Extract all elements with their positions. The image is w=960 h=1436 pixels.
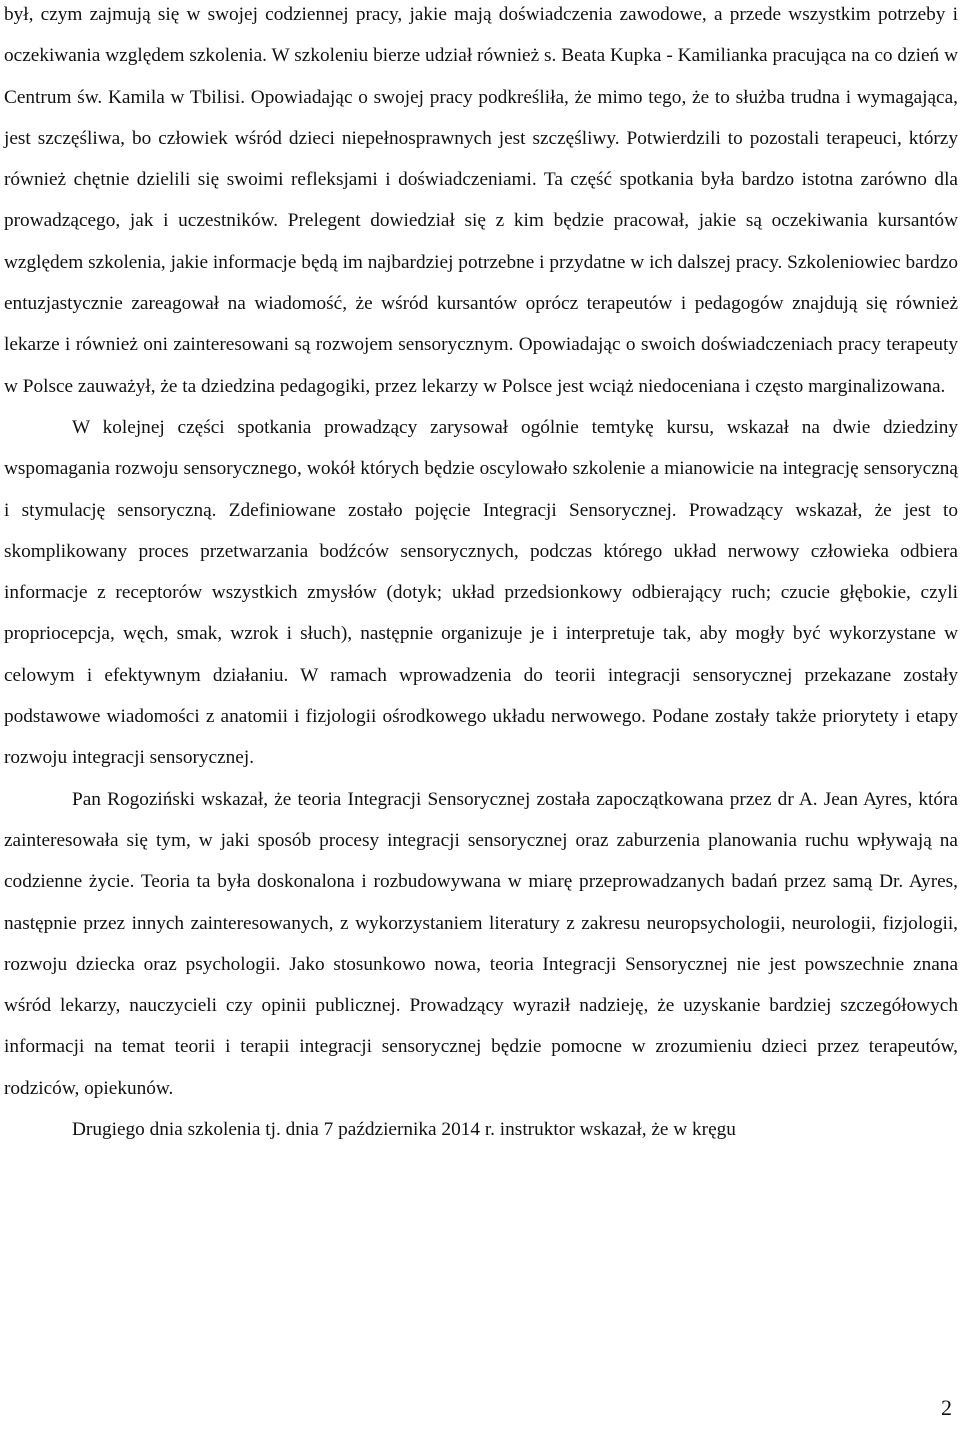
paragraph-4: Drugiego dnia szkolenia tj. dnia 7 października 2014 r. instruktor wskazał, że w kręgu	[72, 1119, 736, 1141]
paragraph-1: był, czym zajmują się w swojej codziennej pracy, jakie mają doświadczenia zawodowe, a przede wszystkim potrzeby i oczekiwania względem szkolenia. W szkoleniu bierze udział również s. Beata Kupka - Kamilianka pracująca na co dzień w Centrum św. Kamila w Tbilisi. Opowiadając o swojej pracy podkreśliła, że mimo tego, że to służba trudna i wymagająca, jest szczęśliwa, bo człowiek wśród dzieci niepełnosprawnych jest szczęśliwy. Potwierdzili to pozostali terapeuci, którzy również chętnie dzielili się swoimi refleksjami i doświadczeniami. Ta część spotkania była bardzo istotna zarówno dla prowadzącego, jak i uczestników. Prelegent dowiedział się z kim będzie pracował, jakie są oczekiwania kursantów względem szkolenia, jakie informacje będą im najbardziej potrzebne i przydatne w ich dalszej pracy. Szkoleniowiec bardzo entuzjastycznie zareagował na wiadomość, że wśród kursantów oprócz terapeutów i pedagogów znajdują się również lekarze i również oni zainteresowani są rozwojem sensorycznym. Opowiadając o swoich doświadczeniach pracy terapeuty w Polsce zauważył, że ta dziedzina pedagogiki, przez lekarzy w Polsce jest wciąż niedoceniana i często marginalizowana.	[4, 4, 958, 397]
body-text	[4, 0, 958, 1150]
page-number: 2	[941, 1395, 952, 1420]
paragraph-3: Pan Rogoziński wskazał, że teoria Integracji Sensorycznej została zapoczątkowana przez dr A. Jean Ayres, która zainteresowała się tym, w jaki sposób procesy integracji sensorycznej oraz zaburzenia planowania ruchu wpływają na codzienne życie. Teoria ta była doskonalona i rozbudowywana w miarę przeprowadzanych badań przez samą Dr. Ayres, następnie przez innych zainteresowanych, z wykorzystaniem literatury z zakresu neuropsychologii, neurologii, fizjologii, rozwoju dziecka oraz psychologii. Jako stosunkowo nowa, teoria Integracji Sensorycznej nie jest powszechnie znana wśród lekarzy, nauczycieli czy opinii publicznej. Prowadzący wyraził nadzieję, że uzyskanie bardziej szczegółowych informacji na temat teorii i terapii integracji sensorycznej będzie pomocne w zrozumieniu dzieci przez terapeutów, rodziców, opiekunów.	[4, 788, 958, 1099]
paragraph-2: W kolejnej części spotkania prowadzący zarysował ogólnie temtykę kursu, wskazał na dwie dziedziny wspomagania rozwoju sensorycznego, wokół których będzie oscylowało szkolenie a mianowicie na integrację sensoryczną i stymulację sensoryczną. Zdefiniowane zostało pojęcie Integracji Sensorycznej. Prowadzący wskazał, że jest to skomplikowany proces przetwarzania bodźców sensorycznych, podczas którego układ nerwowy człowieka odbiera informacje z receptorów wszystkich zmysłów (dotyk; układ przedsionkowy odbierający ruch; czucie głębokie, czyli propriocepcja, węch, smak, wzrok i słuch), następnie organizuje je i interpretuje tak, aby mogły być wykorzystane w celowym i efektywnym działaniu. W ramach wprowadzenia do teorii integracji sensorycznej przekazane zostały podstawowe wiadomości z anatomii i fizjologii ośrodkowego układu nerwowego. Podane zostały także priorytety i etapy rozwoju integracji sensorycznej.	[4, 416, 958, 769]
